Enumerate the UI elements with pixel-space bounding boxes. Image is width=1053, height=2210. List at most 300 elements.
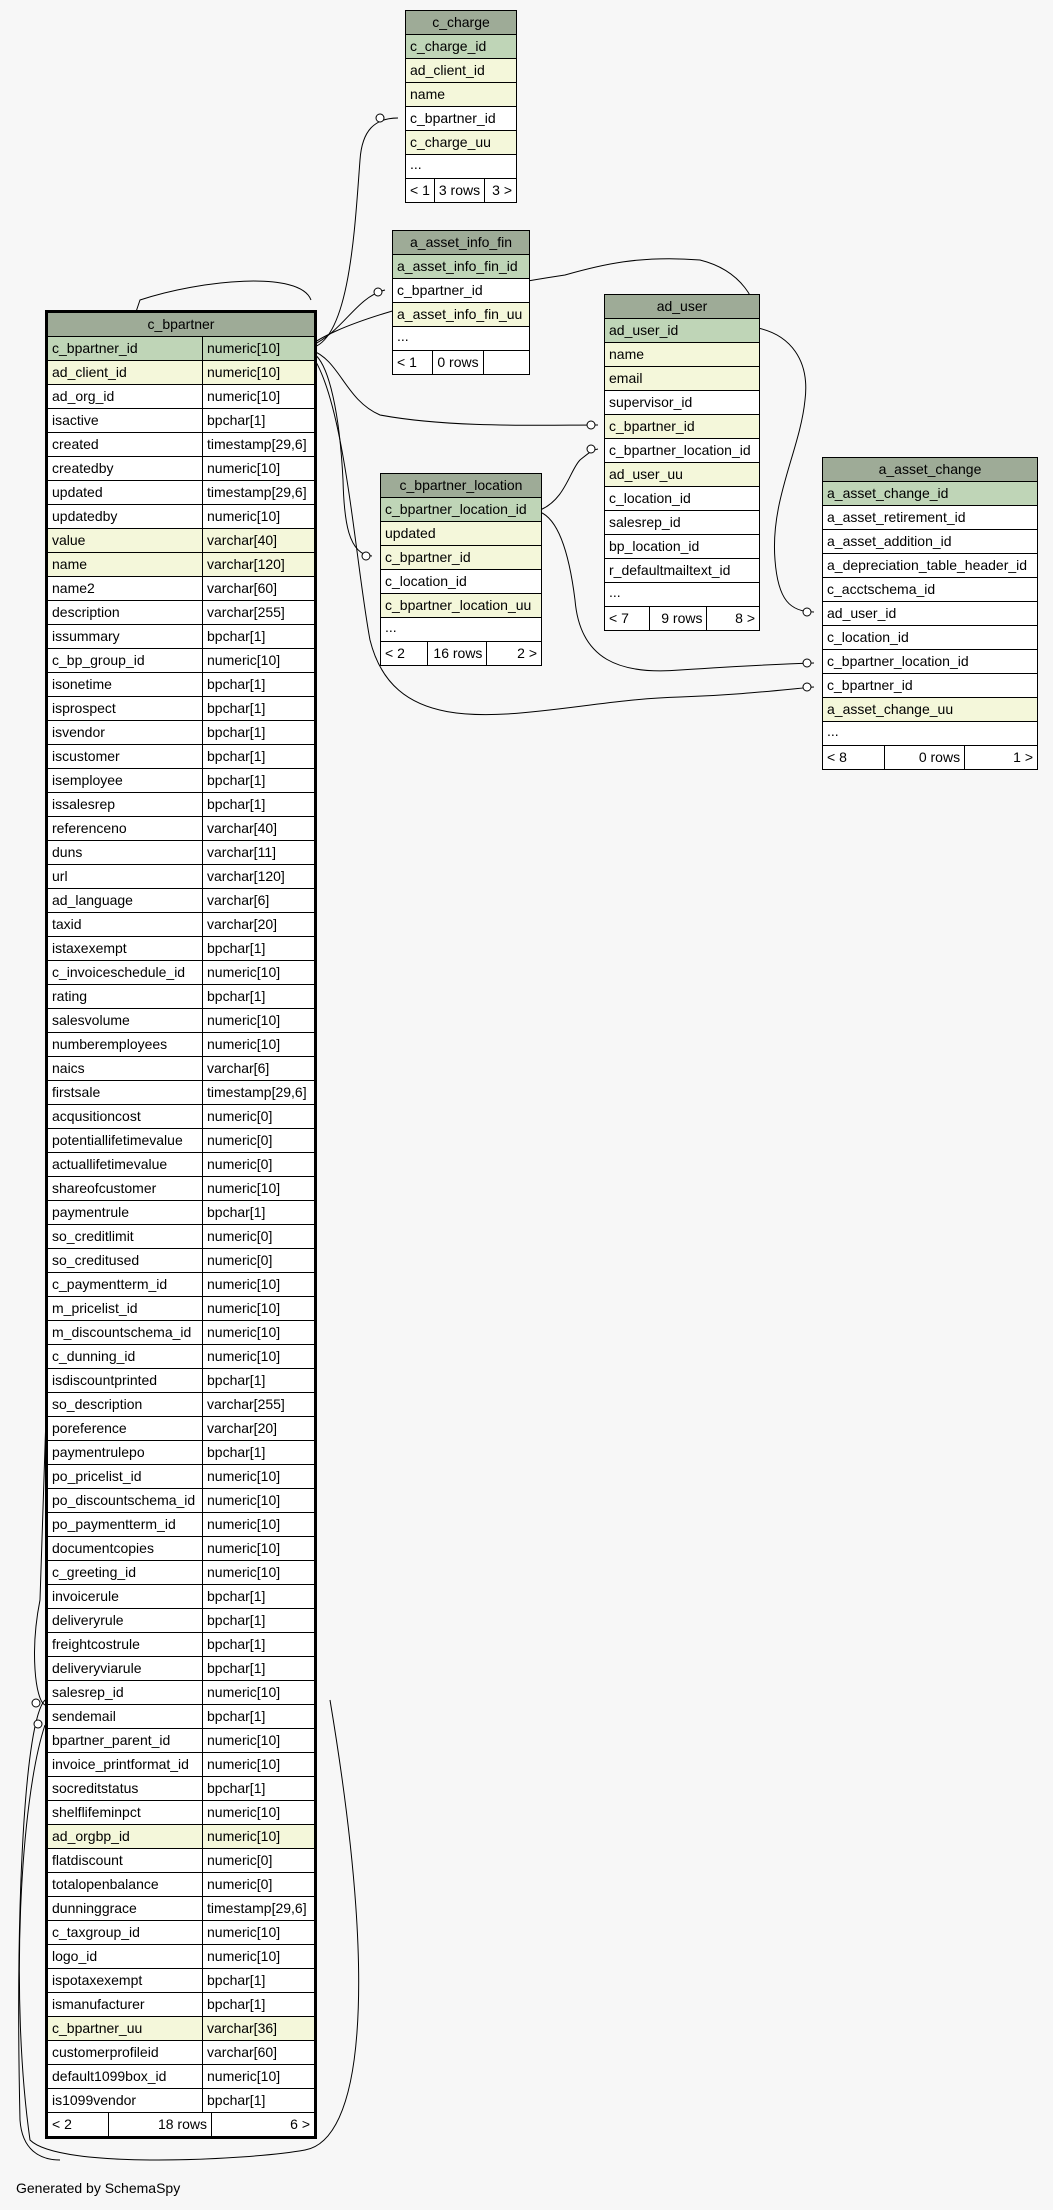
column-name: created [48,433,203,456]
column-name: c_bpartner_id [48,337,203,360]
column-row[interactable] [48,1897,314,1921]
column-name: a_asset_retirement_id [827,509,966,525]
column-type: numeric[10] [207,1348,281,1364]
column-type: bpchar[1] [207,1780,266,1796]
column-row[interactable] [605,319,759,343]
column-row[interactable] [48,1585,314,1609]
column-type: numeric[10] [207,1948,281,1964]
table-header[interactable]: c_charge [406,11,516,35]
column-name: ad_user_id [609,322,679,338]
column-row[interactable] [823,650,1037,674]
column-row[interactable] [48,433,314,457]
column-name: deliveryrule [48,1609,203,1632]
column-row[interactable] [48,1441,314,1465]
row-count[interactable]: 0 rows [885,746,965,769]
column-row[interactable] [48,745,314,769]
column-row[interactable] [48,1249,314,1273]
column-row[interactable] [605,391,759,415]
column-row[interactable] [48,1657,314,1681]
column-type: numeric[10] [207,388,281,404]
column-row[interactable] [605,535,759,559]
table-header[interactable]: c_bpartner [48,313,314,337]
column-row[interactable] [823,626,1037,650]
more-columns-ellipsis: ... [605,583,759,607]
column-name: isonetime [48,673,203,696]
column-type: numeric[10] [207,1324,281,1340]
column-name: a_depreciation_table_header_id [827,557,1028,573]
column-type: numeric[10] [207,340,281,356]
link-assetchange-aduser [758,328,814,612]
column-row[interactable] [48,1705,314,1729]
table-footer [48,2113,314,2136]
column-type: numeric[10] [207,1732,281,1748]
column-name: actuallifetimevalue [48,1153,203,1176]
column-name: updatedby [48,505,203,528]
column-row[interactable] [48,937,314,961]
column-row[interactable] [381,498,541,522]
column-type: bpchar[1] [207,940,266,956]
column-row[interactable] [48,1057,314,1081]
column-name: totalopenbalance [48,1873,203,1896]
column-row[interactable] [381,546,541,570]
column-row[interactable] [48,1945,314,1969]
column-type: numeric[0] [207,1852,273,1868]
column-name: customerprofileid [48,2041,203,2064]
table-header[interactable]: ad_user [605,295,759,319]
column-row[interactable] [48,1297,314,1321]
column-row[interactable] [605,463,759,487]
column-name: name [48,553,203,576]
children-count[interactable]: 1 > [1013,749,1033,765]
column-type: varchar[40] [207,532,278,548]
column-name: bpartner_parent_id [48,1729,203,1752]
column-row[interactable] [605,415,759,439]
column-row[interactable] [381,570,541,594]
link-location-bpartner [311,352,372,556]
column-row[interactable] [823,482,1037,506]
relationship-end-marker [587,445,595,453]
column-row[interactable] [605,343,759,367]
more-columns-ellipsis: ... [823,722,1037,746]
column-row[interactable] [48,1753,314,1777]
column-name: c_bpartner_id [609,418,695,434]
column-name: istaxexempt [48,937,203,960]
column-name: c_greeting_id [48,1561,203,1584]
column-name: name [410,86,446,102]
column-name: c_bp_group_id [48,649,203,672]
table-c-bpartner[interactable] [45,310,317,2139]
column-row[interactable] [48,673,314,697]
column-row[interactable] [48,457,314,481]
column-name: a_asset_change_uu [827,701,954,717]
column-type: numeric[0] [207,1156,273,1172]
column-type: numeric[0] [207,1876,273,1892]
column-row[interactable] [48,2041,314,2065]
parents-count[interactable]: < 2 [381,642,428,665]
column-row[interactable] [48,1465,314,1489]
column-type: numeric[10] [207,1492,281,1508]
column-name: shareofcustomer [48,1177,203,1200]
relationship-end-marker [376,114,384,122]
column-type: timestamp[29,6] [207,484,307,500]
row-count[interactable]: 16 rows [428,642,488,665]
relationship-end-marker [362,552,370,560]
table-c-bpartner-location[interactable] [380,473,542,666]
column-row[interactable] [48,1609,314,1633]
column-name: duns [48,841,203,864]
column-name: c_charge_id [410,38,487,54]
column-name: email [609,370,643,386]
column-row[interactable] [48,1801,314,1825]
column-name: c_location_id [609,490,691,506]
column-row[interactable] [48,1009,314,1033]
column-name: paymentrulepo [48,1441,203,1464]
more-columns-ellipsis: ... [406,155,516,179]
column-row[interactable] [393,255,529,279]
column-row[interactable] [48,1153,314,1177]
parents-count[interactable]: < 7 [605,607,650,630]
column-name: acqusitioncost [48,1105,203,1128]
column-row[interactable] [823,506,1037,530]
column-name: supervisor_id [609,394,693,410]
column-type: numeric[10] [207,1756,281,1772]
table-footer [823,746,1037,769]
column-type: varchar[60] [207,580,278,596]
column-name: invoicerule [48,1585,203,1608]
column-row[interactable] [48,361,314,385]
column-row[interactable] [48,1033,314,1057]
column-type: varchar[6] [207,892,270,908]
table-header[interactable]: c_bpartner_location [381,474,541,498]
column-name: c_invoiceschedule_id [48,961,203,984]
column-row[interactable] [381,522,541,546]
column-type: bpchar[1] [207,772,266,788]
column-row[interactable] [823,554,1037,578]
children-count[interactable]: 8 > [735,610,755,626]
column-name: c_bpartner_id [827,677,913,693]
column-name: c_bpartner_location_uu [385,597,532,613]
column-type: numeric[0] [207,1132,273,1148]
column-type: varchar[255] [207,1396,285,1412]
column-row[interactable] [48,1513,314,1537]
column-type: bpchar[1] [207,1636,266,1652]
table-footer [406,179,516,202]
relationship-end-marker [587,421,595,429]
column-row[interactable] [48,913,314,937]
children-count[interactable]: 3 > [492,182,512,198]
column-row[interactable] [48,817,314,841]
column-type: timestamp[29,6] [207,436,307,452]
more-columns-ellipsis: ... [393,327,529,351]
column-row[interactable] [48,1537,314,1561]
relationship-end-marker [32,1699,40,1707]
column-row[interactable] [48,1129,314,1153]
column-type: bpchar[1] [207,1708,266,1724]
column-type: bpchar[1] [207,700,266,716]
column-name: r_defaultmailtext_id [609,562,731,578]
parents-count[interactable]: < 1 [406,179,435,202]
column-name: salesvolume [48,1009,203,1032]
table-header[interactable]: a_asset_change [823,458,1037,482]
column-row[interactable] [48,889,314,913]
column-row[interactable] [48,1321,314,1345]
column-name: c_bpartner_id [385,549,471,565]
column-name: isemployee [48,769,203,792]
column-name: isdiscountprinted [48,1369,203,1392]
column-row[interactable] [406,59,516,83]
column-row[interactable] [393,279,529,303]
column-row[interactable] [823,578,1037,602]
column-name: rating [48,985,203,1008]
column-row[interactable] [823,698,1037,722]
column-row[interactable] [48,1177,314,1201]
column-type: numeric[10] [207,1564,281,1580]
column-name: c_dunning_id [48,1345,203,1368]
column-row[interactable] [48,1345,314,1369]
table-a-asset-change[interactable] [822,457,1038,770]
column-name: invoice_printformat_id [48,1753,203,1776]
column-name: po_paymentterm_id [48,1513,203,1536]
column-name: referenceno [48,817,203,840]
column-row[interactable] [48,1369,314,1393]
column-type: numeric[10] [207,1468,281,1484]
parents-count[interactable]: < 2 [48,2113,109,2136]
table-footer [393,351,529,374]
column-row[interactable] [48,1393,314,1417]
column-name: po_discountschema_id [48,1489,203,1512]
column-name: dunninggrace [48,1897,203,1920]
column-name: name [609,346,645,362]
column-name: bp_location_id [609,538,700,554]
column-type: numeric[10] [207,364,281,380]
column-type: bpchar[1] [207,2092,266,2108]
column-name: a_asset_addition_id [827,533,952,549]
column-row[interactable] [48,793,314,817]
column-row[interactable] [48,841,314,865]
children-count[interactable]: 2 > [517,645,537,661]
relationship-end-marker [803,683,811,691]
column-type: varchar[120] [207,868,285,884]
column-name: ismanufacturer [48,1993,203,2016]
column-row[interactable] [48,2017,314,2041]
parents-count[interactable]: < 1 [393,351,433,374]
column-row[interactable] [48,1081,314,1105]
column-type: varchar[40] [207,820,278,836]
column-type: numeric[0] [207,1228,273,1244]
column-type: varchar[255] [207,604,285,620]
column-row[interactable] [48,961,314,985]
column-name: potentiallifetimevalue [48,1129,203,1152]
column-row[interactable] [48,697,314,721]
column-row[interactable] [823,674,1037,698]
column-name: c_bpartner_id [410,110,496,126]
column-type: numeric[10] [207,1924,281,1940]
column-row[interactable] [48,649,314,673]
column-row[interactable] [48,1729,314,1753]
column-name: sendemail [48,1705,203,1728]
column-name: a_asset_info_fin_uu [397,306,523,322]
column-row[interactable] [48,865,314,889]
row-count[interactable]: 9 rows [650,607,708,630]
column-name: updated [48,481,203,504]
column-row[interactable] [48,1993,314,2017]
column-type: numeric[10] [207,1036,281,1052]
column-name: c_bpartner_id [397,282,483,298]
column-type: timestamp[29,6] [207,1084,307,1100]
column-type: numeric[10] [207,1684,281,1700]
children-count[interactable]: 6 > [290,2116,310,2132]
column-type: bpchar[1] [207,412,266,428]
column-row[interactable] [823,530,1037,554]
table-c-charge[interactable] [405,10,517,203]
column-row[interactable] [48,1489,314,1513]
column-name: documentcopies [48,1537,203,1560]
column-row[interactable] [48,2065,314,2089]
column-type: numeric[10] [207,2068,281,2084]
column-type: varchar[60] [207,2044,278,2060]
column-name: default1099box_id [48,2065,203,2088]
column-row[interactable] [48,553,314,577]
column-type: bpchar[1] [207,1372,266,1388]
column-type: varchar[11] [207,844,276,860]
column-name: poreference [48,1417,203,1440]
column-name: c_paymentterm_id [48,1273,203,1296]
column-type: varchar[120] [207,556,285,572]
column-type: numeric[0] [207,1108,273,1124]
column-row[interactable] [605,511,759,535]
column-row[interactable] [48,985,314,1009]
relationship-end-marker [34,1720,42,1728]
column-name: ispotaxexempt [48,1969,203,1992]
column-row[interactable] [48,1417,314,1441]
column-row[interactable] [393,303,529,327]
column-row[interactable] [48,1225,314,1249]
row-count[interactable]: 0 rows [433,351,484,374]
column-name: c_taxgroup_id [48,1921,203,1944]
column-type: numeric[10] [207,1180,281,1196]
column-row[interactable] [605,487,759,511]
column-row[interactable] [605,439,759,463]
column-type: varchar[20] [207,1420,278,1436]
column-row[interactable] [406,131,516,155]
column-row[interactable] [48,2089,314,2113]
column-name: description [48,601,203,624]
table-footer [605,607,759,630]
column-type: numeric[10] [207,1276,281,1292]
column-name: c_charge_uu [410,134,491,150]
column-row[interactable] [48,481,314,505]
table-a-asset-info-fin[interactable] [392,230,530,375]
column-type: numeric[10] [207,1300,281,1316]
column-type: numeric[0] [207,1252,273,1268]
column-row[interactable] [406,83,516,107]
column-row[interactable] [48,409,314,433]
column-row[interactable] [406,35,516,59]
column-name: ad_user_id [827,605,897,621]
column-row[interactable] [48,1873,314,1897]
column-type: numeric[10] [207,964,281,980]
column-row[interactable] [48,1969,314,1993]
row-count[interactable]: 18 rows [109,2113,212,2136]
children-count[interactable] [484,351,529,374]
column-row[interactable] [48,1273,314,1297]
column-type: numeric[10] [207,1516,281,1532]
column-name: firstsale [48,1081,203,1104]
column-name: c_location_id [385,573,467,589]
column-type: numeric[10] [207,508,281,524]
column-type: numeric[10] [207,1540,281,1556]
column-type: varchar[36] [207,2020,278,2036]
column-name: updated [385,525,436,541]
column-type: bpchar[1] [207,1204,266,1220]
column-type: bpchar[1] [207,988,266,1004]
column-type: numeric[10] [207,1804,281,1820]
column-name: isactive [48,409,203,432]
column-name: is1099vendor [48,2089,203,2112]
column-row[interactable] [48,601,314,625]
column-row[interactable] [406,107,516,131]
column-row[interactable] [48,577,314,601]
column-row[interactable] [48,721,314,745]
column-name: freightcostrule [48,1633,203,1656]
table-footer [381,642,541,665]
column-type: numeric[10] [207,1828,281,1844]
column-row[interactable] [381,594,541,618]
column-row[interactable] [48,1921,314,1945]
column-row[interactable] [48,505,314,529]
column-type: numeric[10] [207,652,281,668]
table-header[interactable]: a_asset_info_fin [393,231,529,255]
column-type: bpchar[1] [207,796,266,812]
column-type: numeric[10] [207,1012,281,1028]
column-name: so_description [48,1393,203,1416]
column-name: m_pricelist_id [48,1297,203,1320]
column-name: logo_id [48,1945,203,1968]
column-row[interactable] [48,625,314,649]
column-row[interactable] [48,1561,314,1585]
column-name: ad_orgbp_id [48,1825,203,1848]
column-row[interactable] [605,559,759,583]
table-ad-user[interactable] [604,294,760,631]
row-count[interactable]: 3 rows [435,179,485,202]
column-type: bpchar[1] [207,1588,266,1604]
column-row[interactable] [48,769,314,793]
column-name: ad_user_uu [609,466,683,482]
column-name: name2 [48,577,203,600]
column-row[interactable] [605,367,759,391]
column-type: timestamp[29,6] [207,1900,307,1916]
column-name: createdby [48,457,203,480]
column-row[interactable] [48,1825,314,1849]
relationship-end-marker [803,608,811,616]
column-type: bpchar[1] [207,748,266,764]
column-type: numeric[10] [207,460,281,476]
column-row[interactable] [48,1681,314,1705]
column-row[interactable] [48,385,314,409]
column-row[interactable] [48,337,314,361]
parents-count[interactable]: < 8 [823,746,885,769]
column-row[interactable] [48,529,314,553]
column-row[interactable] [48,1777,314,1801]
column-name: a_asset_change_id [827,485,949,501]
column-row[interactable] [48,1201,314,1225]
column-row[interactable] [48,1105,314,1129]
column-row[interactable] [48,1633,314,1657]
column-row[interactable] [823,602,1037,626]
column-type: varchar[6] [207,1060,270,1076]
column-name: paymentrule [48,1201,203,1224]
column-row[interactable] [48,1849,314,1873]
